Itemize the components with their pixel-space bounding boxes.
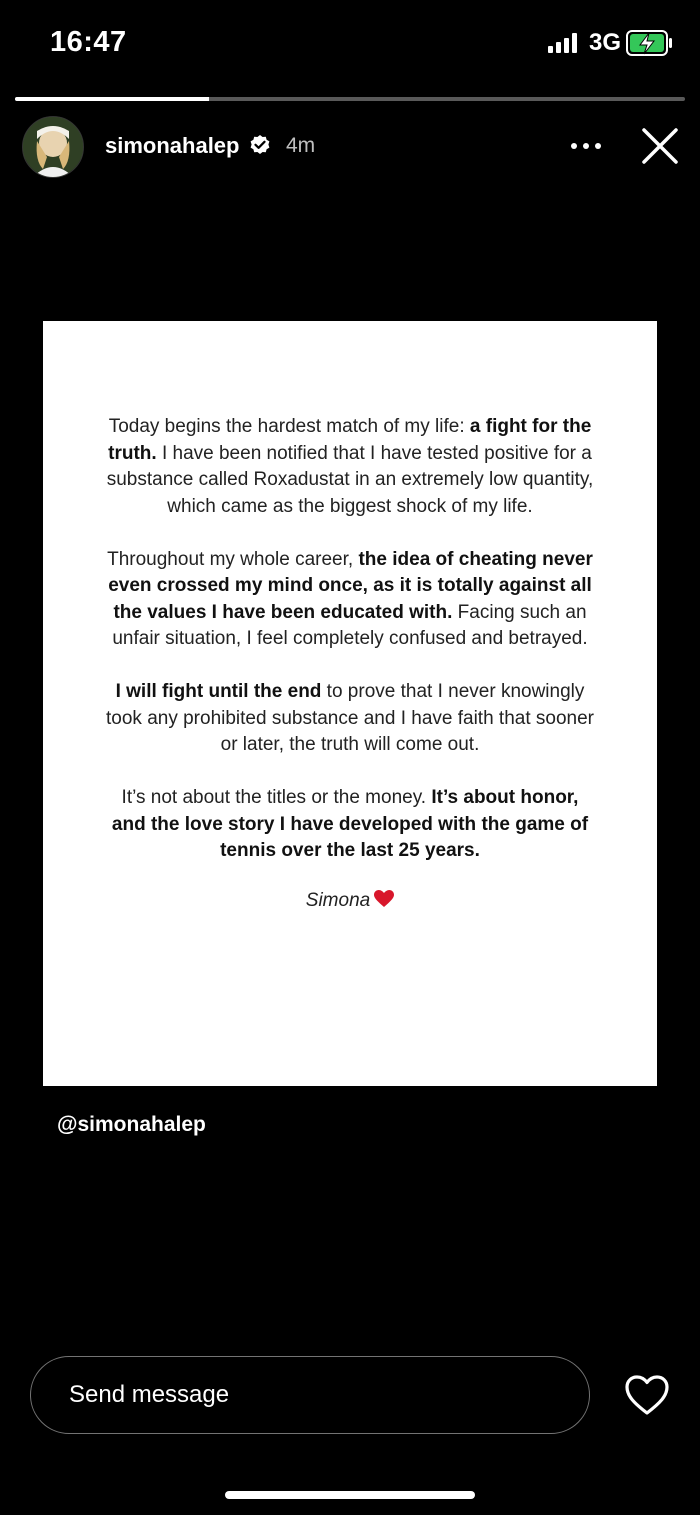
username[interactable]: simonahalep — [105, 133, 240, 158]
status-time: 16:47 — [50, 26, 127, 58]
send-message-placeholder: Send message — [69, 1381, 230, 1408]
post-age: 4m — [286, 134, 316, 157]
story-header — [0, 110, 700, 185]
statement-bold-span: a fight for the truth. — [108, 416, 592, 464]
profile-photo — [23, 117, 83, 177]
statement-paragraph-2 — [103, 547, 597, 653]
avatar[interactable] — [22, 116, 84, 178]
story-progress-fill — [15, 97, 209, 101]
statement-text-span: Today begins the hardest match of my life: — [108, 416, 470, 437]
signature — [103, 888, 597, 915]
more-icon[interactable] — [568, 140, 604, 152]
mention-sticker[interactable]: @simonahalep — [57, 1113, 206, 1136]
network-label: 3G — [589, 29, 622, 56]
signal-icon — [548, 33, 582, 53]
battery-charging-icon — [626, 30, 674, 56]
heart-emoji — [374, 890, 394, 908]
statement-text-span: I have been notified that I have tested positive for a substance called Roxadustat in an extremely low quantity, which came as the biggest shock of my life. — [106, 442, 594, 517]
statement-bold-span: It’s about honor, and the love story I have developed with the game of tennis over the last 25 years. — [111, 787, 589, 861]
story-image — [43, 321, 657, 1086]
send-message-input[interactable] — [30, 1356, 590, 1434]
statement-text-span: Throughout my whole career, — [107, 548, 359, 570]
close-icon[interactable] — [640, 126, 680, 166]
statement-paragraph-3 — [103, 679, 597, 759]
story-progress-bar — [15, 97, 685, 101]
verified-icon — [249, 134, 271, 156]
statement-text-span: It’s not about the titles or the money. — [121, 787, 432, 808]
statement-text — [103, 414, 597, 915]
statement-bold-span: the idea of cheating never even crossed my mind once, as it is totally against all the values I have been educated with. — [108, 548, 593, 623]
like-heart-icon[interactable] — [624, 1374, 670, 1416]
home-indicator — [225, 1491, 475, 1499]
signature-text: Simona — [305, 890, 371, 911]
status-bar — [0, 0, 700, 90]
statement-paragraph-1 — [103, 414, 597, 520]
statement-paragraph-4 — [103, 785, 597, 865]
statement-text-span: Facing such an unfair situation, I feel completely confused and betrayed. — [112, 601, 588, 649]
statement-bold-span: I will fight until the end — [115, 681, 322, 702]
statement-text-span: to prove that I never knowingly took any prohibited substance and I have faith that sooner or later, the truth will come out. — [106, 681, 594, 755]
